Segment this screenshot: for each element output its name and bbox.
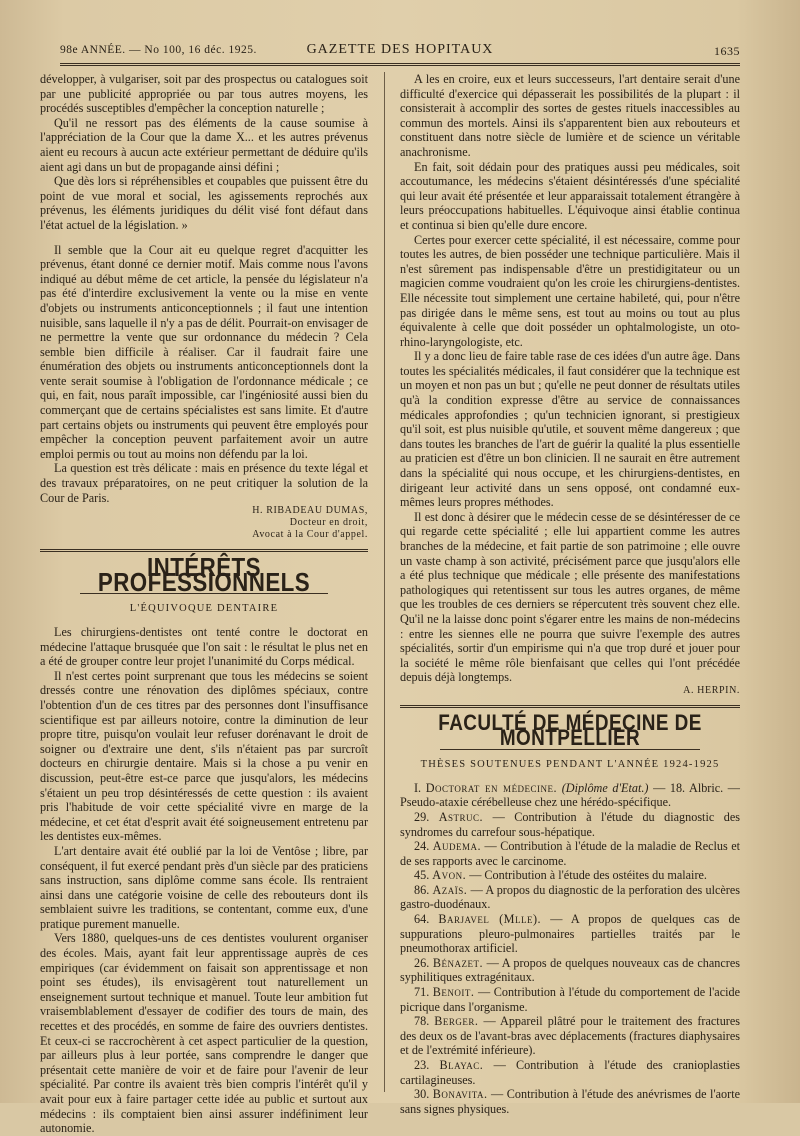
thesis-author: Doctorat en médecine. — [425, 780, 558, 795]
thesis-entry — [400, 781, 740, 810]
right-column — [400, 72, 740, 1116]
paragraph: Que dès lors si répréhensibles et coupables que puissent être du point de vue moral et social, les agissements reprochés aux prévenus, les éléments juridiques du délit visé font défaut dans l'état actuel de la législation. » — [40, 174, 368, 232]
thesis-title: — Contribution à l'étude du diagnostic des syndromes du carrefour sous-hépatique. — [400, 809, 740, 839]
thesis-number: 71. — [414, 985, 433, 1000]
thesis-title: — Appareil plâtré pour le traitement des fractures des deux os de l'avant-bras avec déplacements (fractures diaphysaires et de l'extrémité inférieure). — [400, 1014, 740, 1058]
thesis-title: — Contribution à l'étude des ostéites du malaire. — [466, 868, 707, 883]
thesis-number: 29. — [414, 809, 439, 824]
paragraph: Vers 1880, quelques-uns de ces dentistes voulurent organiser des écoles. Mais, ayant fait leur apprentissage auprès de ces empiriques (car évidemment on faisait son apprentissage et non point ses études), ils envisagèrent tout naturellement un enseignement surtout technique et manuel. Toute leur ambition fut vraisemblablement d'essayer de codifier des tours de main, des recettes et des procédés, en somme de faire des ouvriers dentistes. Et ceux-ci se raccrochèrent à cet aspect particulier de la question, par ailleurs plus à leur portée, sans comprendre le danger que présentait cette manière de voir et de faire pour l'avenir de leur spécialité. Par contre ils avaient très bien compris l'intérêt qu'il y avait pour eux à faire partager cette idée au public et surtout aux médecins : ils comptaient bien ainsi assurer indéfiniment leur autonomie. — [40, 931, 368, 1136]
thesis-number: 64. — [414, 912, 439, 927]
thesis-title: — A propos de quelques cas de suppurations pleuro-pulmonaires partielles traités par le pneumothorax artificiel. — [400, 912, 740, 956]
thesis-entry — [400, 883, 740, 912]
author-role: Avocat à la Cour d'appel. — [252, 529, 368, 541]
thesis-number: 86. — [414, 882, 433, 897]
thesis-author: Barjavel (Mlle). — [438, 912, 542, 927]
paragraph: développer, à vulgariser, soit par des prospectus ou catalogues soit par une publicité appropriée ou par tous autres moyens, les procédés susceptibles d'empêcher la conception naturelle ; — [40, 72, 368, 116]
thesis-title: — A propos du diagnostic de la perforation des ulcères gastro-duodénaux. — [400, 882, 740, 912]
column-divider — [384, 72, 385, 1092]
thesis-entry — [400, 1058, 740, 1087]
paragraph: Il semble que la Cour ait eu quelque regret d'acquitter les prévenus, étant donné ce dernier motif. Mais comme nous l'avons indiqué au début même de cet article, la pensée du législateur n'a pas été d'interdire exclusivement la vente ou la mise en vente d'objets ou instruments anticonceptionnels ; il faut une intention nuisible, sans laquelle il n'y a pas de délit. Pourrait-on envisager de ne permettre la vente que sur ordonnance du médecin ? Cela semble bien difficile à réaliser. Car il faudrait faire une énumération des objets ou instruments anticonceptionnels dont la vente serait soumise à l'obligation de l'ordonnance médicale ; ce qui, en fait, nous paraît impossible, car l'ingéniosité aussi bien du commerçant que de certains spécialistes est sans limite. Et d'autre part certains objets ou instruments qui peuvent être employés pour empêcher la conception peuvent parfaitement avoir un autre emploi permis ou tout au moins non défendu par la loi. — [40, 242, 368, 461]
author-signature — [40, 505, 368, 541]
thesis-title: — A propos de quelques nouveaux cas de chancres syphilitiques extragénitaux. — [400, 955, 741, 985]
thesis-entry — [400, 956, 740, 985]
issue-info: 98e ANNÉE. — No 100, 16 déc. 1925. — [60, 44, 257, 56]
paragraph: Il y a donc lieu de faire table rase de ces idées d'un autre âge. Dans toutes les spécialités médicales, il faut considérer que la technique est un moyen et non pas un but ; qu'elle ne peut donner de résultats utiles qu'à la condition expresse d'être au service de connaissances médicales approfondies ; qu'un technicien ignorant, si prestigieux qu'il soit, est plus nuisible qu'utile, et souvent même dangereux ; que dans toutes les branches de l'art de guérir la qualité la plus essentielle au praticien est d'être un bon clinicien. Il ne saurait en être autrement dans la spécialité qui nous occupe, et les chirurgiens-dentistes, en dirigeant leur activité dans un sens opposé, ont condamné eux-mêmes leurs propres méthodes. — [400, 349, 740, 510]
paragraph: A les en croire, eux et leurs successeurs, l'art dentaire serait d'une difficulté d'exercice qui dépasserait les possibilités de la plupart : il consisterait à accomplir des sortes de gestes rituels inaccessibles au commun des mortels. Ainsi ils s'apparentent bien aux rebouteurs et constituent dans notre siècle de lumière et de science un véritable anachronisme. — [400, 72, 740, 159]
thesis-number: 24. — [414, 839, 433, 854]
thesis-title: — 18. Albric. — Pseudo-ataxie cérébelleuse chez une hérédo-spécifique. — [400, 780, 740, 810]
thesis-list — [400, 781, 740, 1117]
thesis-author: Bénazet. — [432, 955, 483, 970]
thesis-number: 30. — [414, 1087, 433, 1102]
paragraph: Il n'est certes point surprenant que tous les médecins se soient dressés contre une rénovation des diplômes spéciaux, contre l'obtention d'un de ces titres par des personnes dont l'insuffisance scientifique est par ailleurs notoire, contre la diminution de leur propre titre, puisqu'on voulait leur refuser dorénavant le droit de soigner ou d'extraire une dent, s'ils n'étaient pas par surcroît docteurs en chirurgie dentaire. Mais si la chose a pu venir en discussion, peut-être est-ce parce que jusqu'alors, les médecins s'étaient un peu trop désintéressés de cette question : ils avaient pris l'habitude de voir cette spécialité vivre en marge de la médecine, et cet état d'esprit avait été soigneusement entretenu par les dentistes eux-mêmes. — [40, 668, 368, 844]
paragraph: La question est très délicate : mais en présence du texte légal et des travaux préparatoires, on ne peut critiquer la solution de la Cour de Paris. — [40, 461, 368, 505]
thesis-entry — [400, 1087, 740, 1116]
journal-title: GAZETTE DES HOPITAUX — [306, 42, 494, 57]
thesis-number: 23. — [414, 1058, 440, 1072]
thesis-author: Bonavita. — [432, 1087, 488, 1102]
thesis-author: Berger. — [434, 1014, 479, 1029]
author-name: H. RIBADEAU DUMAS, — [252, 505, 368, 517]
paragraph: En fait, soit dédain pour des pratiques aussi peu médicales, soit accoutumance, les médecins s'étaient désintéressés d'une spécialité qui leur avait été présentée et leur apparaissait totalement étrangère à leurs préoccupations habituelles. L'équivoque ainsi établie continua et continua si bien qu'elle dure encore. — [400, 159, 740, 232]
thesis-title: — Contribution à l'étude de la maladie de Reclus et de ses rapports avec le carcinome. — [400, 839, 741, 868]
thesis-title: — Contribution à l'étude du comportement de l'acide picrique dans l'organisme. — [400, 985, 740, 1014]
thesis-entry — [400, 985, 740, 1014]
thesis-entry — [400, 810, 740, 839]
thesis-number: I. — [414, 780, 426, 795]
thesis-author: Avon. — [432, 868, 467, 883]
paragraph: Qu'il ne ressort pas des éléments de la cause soumise à l'appréciation de la Cour que la dame X... et les autres prévenus aient eu recours à aucun acte extérieur permettant de déduire qu'ils aient agi dans un but de propagande ainsi défini ; — [40, 115, 368, 174]
thesis-number: 26. — [414, 955, 433, 970]
thesis-number: 45. — [414, 868, 433, 883]
header-rule — [60, 63, 740, 67]
thesis-title: — Contribution à l'étude des anévrismes de l'aorte sans signes physiques. — [400, 1087, 740, 1116]
paragraph: Il est donc à désirer que le médecin cesse de se désintéresser de ce qui regarde cette spécialité ; elle lui appartient comme les autres branches de la médecine, et fait partie de son patrimoine ; elle ouvre un vaste champ à son activité, précisément parce que jusqu'alors elle a été plus technique que médicale ; elle présente des manifestations pathologiques qui retentissent sur tous les autres organes, de même que les troubles de ces derniers se répercutent très souvent chez elle. Qu'il ne la laisse donc point s'égarer entre les mains de non-médecins : entre les siennes elle ne pourra que suivre l'exemple des autres spécialités, sortir d'un empirisme qui n'a que trop duré et jouer pour la société le même rôle bienfaisant que celles qui l'ont précédée depuis déjà longtemps. — [400, 509, 740, 685]
thesis-entry — [400, 912, 740, 956]
page-header — [60, 40, 740, 62]
page-number: 1635 — [714, 44, 740, 58]
author-signature: A. HERPIN. — [683, 684, 740, 696]
section-title: FACULTÉ DE MÉDECINE DE MONTPELLIER — [438, 709, 702, 750]
thesis-author: Blayac. — [439, 1058, 484, 1072]
paragraph: Les chirurgiens-dentistes ont tenté contre le doctorat en médecine l'attaque brusquée que l'on sait : le résultat le plus net en a été de grouper contre leur projet l'unanimité du Corps médical. — [40, 625, 368, 669]
paragraph: Certes pour exercer cette spécialité, il est nécessaire, comme pour toutes les autres, de bien posséder une technique particulière. Mais il n'est sûrement pas indispensable d'être un prestidigitateur ou un magicien comme voudraient qu'on les croie les chirurgiens-dentistes. Elle nécessite tout simplement une certaine habileté, qui, pour n'être pas dirigée dans le même sens, est tout au moins ou tout au plus équivalente à celle que doit posséder un ophtalmologiste, un oto-rhino-laryngologiste, etc. — [400, 232, 740, 349]
author-title: Docteur en droit, — [289, 517, 368, 529]
left-column — [40, 72, 368, 1136]
thesis-title: — Contribution à l'étude des cranioplasties cartilagineuses. — [400, 1058, 741, 1087]
thesis-author: Azaïs. — [432, 882, 468, 897]
thesis-author: Benoit. — [432, 985, 475, 1000]
thesis-number: 78. — [414, 1014, 435, 1029]
section-title: INTÉRÊTS PROFESSIONNELS — [97, 552, 311, 597]
thesis-author: Astruc. — [438, 809, 484, 824]
thesis-entry — [400, 839, 740, 868]
thesis-author: Audema. — [432, 839, 482, 854]
thesis-entry — [400, 868, 740, 883]
thesis-qualifier: (Diplôme d'Etat.) — [561, 780, 649, 795]
section-rule — [400, 705, 740, 708]
article-title: L'ÉQUIVOQUE DENTAIRE — [129, 603, 279, 615]
thesis-entry — [400, 1014, 740, 1058]
list-title: THÈSES SOUTENUES PENDANT L'ANNÉE 1924-1925 — [420, 759, 720, 771]
paragraph: L'art dentaire avait été oublié par la loi de Ventôse ; libre, par conséquent, il fut exercé pendant près d'un siècle par des praticiens sans instruction, sans diplôme comme sans école. Ils rentraient ainsi dans une catégorie voisine de celle des rebouteurs dont ils semblaient suivre les traditions, se contentant, comme eux, d'une pratique purement manuelle. — [40, 843, 368, 931]
